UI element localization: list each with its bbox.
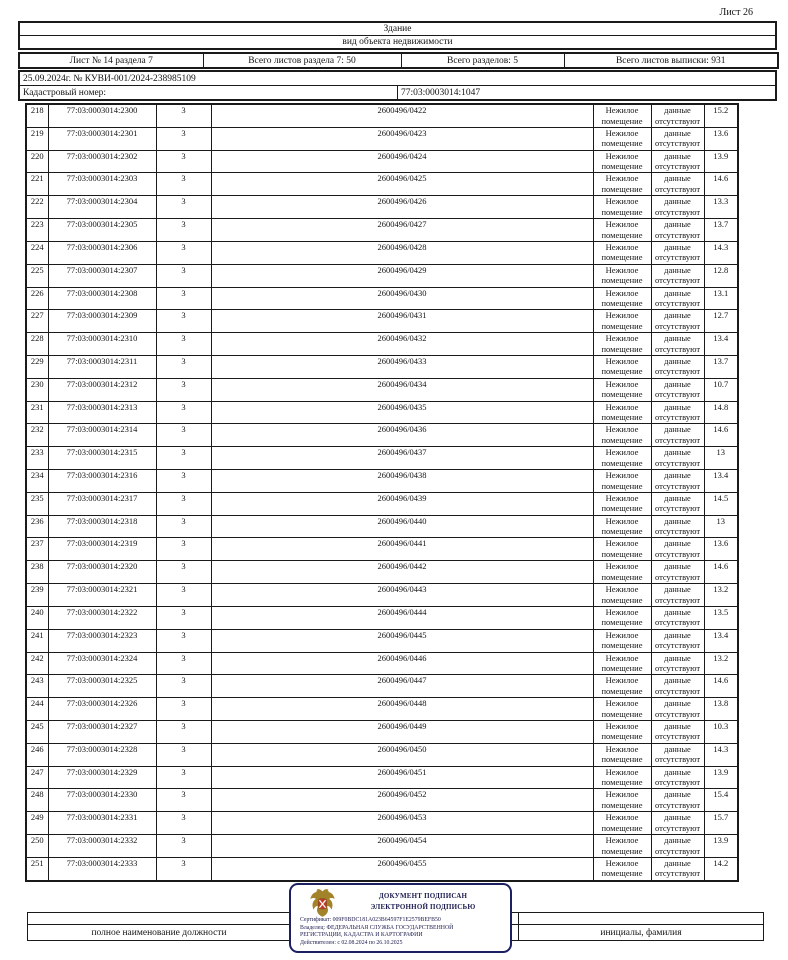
room-number-cell: 2600496/0425 — [211, 173, 593, 196]
floor-cell: 3 — [156, 835, 211, 858]
data-absent-cell: данные отсутствуют — [651, 584, 704, 607]
object-type-value: Здание — [19, 22, 776, 36]
floor-cell: 3 — [156, 698, 211, 721]
row-number-cell: 250 — [26, 835, 48, 858]
records-table — [25, 103, 739, 882]
floor-cell: 3 — [156, 104, 211, 127]
object-kind-cell: Нежилое помещение — [593, 812, 651, 835]
floor-cell: 3 — [156, 789, 211, 812]
object-kind-cell: Нежилое помещение — [593, 401, 651, 424]
area-cell: 13.5 — [704, 606, 738, 629]
data-absent-cell: данные отсутствуют — [651, 219, 704, 242]
data-absent-cell: данные отсутствуют — [651, 173, 704, 196]
table-row — [26, 264, 738, 287]
floor-cell: 3 — [156, 424, 211, 447]
section-info-table — [18, 52, 779, 69]
area-cell: 13 — [704, 515, 738, 538]
floor-cell: 3 — [156, 675, 211, 698]
room-number-cell: 2600496/0451 — [211, 766, 593, 789]
area-cell: 13.9 — [704, 766, 738, 789]
room-number-cell: 2600496/0422 — [211, 104, 593, 127]
rosreestr-emblem-icon — [309, 888, 336, 919]
floor-cell: 3 — [156, 127, 211, 150]
area-cell: 14.8 — [704, 401, 738, 424]
object-kind-cell: Нежилое помещение — [593, 287, 651, 310]
floor-cell: 3 — [156, 447, 211, 470]
area-cell: 13.6 — [704, 538, 738, 561]
table-row — [26, 720, 738, 743]
object-kind-cell: Нежилое помещение — [593, 264, 651, 287]
room-number-cell: 2600496/0443 — [211, 584, 593, 607]
stamp-title-line2: ЭЛЕКТРОННОЙ ПОДПИСЬЮ — [370, 903, 476, 911]
name-label: инициалы, фамилия — [519, 925, 764, 941]
object-kind-cell: Нежилое помещение — [593, 219, 651, 242]
table-row — [26, 766, 738, 789]
row-number-cell: 248 — [26, 789, 48, 812]
row-number-cell: 233 — [26, 447, 48, 470]
object-type-table — [18, 21, 777, 50]
cadastral-number-cell: 77:03:0003014:2313 — [48, 401, 156, 424]
row-number-cell: 222 — [26, 196, 48, 219]
room-number-cell: 2600496/0454 — [211, 835, 593, 858]
room-number-cell: 2600496/0449 — [211, 720, 593, 743]
data-absent-cell: данные отсутствуют — [651, 720, 704, 743]
data-absent-cell: данные отсутствуют — [651, 789, 704, 812]
records-tbody — [26, 104, 738, 881]
room-number-cell: 2600496/0433 — [211, 355, 593, 378]
room-number-cell: 2600496/0432 — [211, 333, 593, 356]
cadastral-number-cell: 77:03:0003014:2319 — [48, 538, 156, 561]
signature-space-right — [519, 913, 764, 925]
stamp-owner-line1: Владелец: ФЕДЕРАЛЬНАЯ СЛУЖБА ГОСУДАРСТВЕННОЙ — [300, 924, 454, 931]
floor-cell: 3 — [156, 333, 211, 356]
room-number-cell: 2600496/0441 — [211, 538, 593, 561]
row-number-cell: 219 — [26, 127, 48, 150]
room-number-cell: 2600496/0447 — [211, 675, 593, 698]
room-number-cell: 2600496/0427 — [211, 219, 593, 242]
floor-cell: 3 — [156, 287, 211, 310]
room-number-cell: 2600496/0437 — [211, 447, 593, 470]
row-number-cell: 230 — [26, 378, 48, 401]
cadastral-number-cell: 77:03:0003014:2324 — [48, 652, 156, 675]
area-cell: 13.9 — [704, 835, 738, 858]
data-absent-cell: данные отсутствуют — [651, 241, 704, 264]
row-number-cell: 245 — [26, 720, 48, 743]
row-number-cell: 244 — [26, 698, 48, 721]
data-absent-cell: данные отсутствуют — [651, 766, 704, 789]
area-cell: 14.6 — [704, 424, 738, 447]
row-number-cell: 225 — [26, 264, 48, 287]
data-absent-cell: данные отсутствуют — [651, 743, 704, 766]
room-number-cell: 2600496/0438 — [211, 470, 593, 493]
data-absent-cell: данные отсутствуют — [651, 333, 704, 356]
floor-cell: 3 — [156, 812, 211, 835]
floor-cell: 3 — [156, 515, 211, 538]
cadastral-number-cell: 77:03:0003014:2333 — [48, 857, 156, 881]
row-number-cell: 246 — [26, 743, 48, 766]
table-row — [26, 310, 738, 333]
stamp-certificate-line: Сертификат: 009F0BDC181A023B64597F1E2579BEFB50 — [300, 917, 441, 923]
floor-cell: 3 — [156, 720, 211, 743]
room-number-cell: 2600496/0424 — [211, 150, 593, 173]
area-cell: 14.5 — [704, 492, 738, 515]
area-cell: 10.3 — [704, 720, 738, 743]
object-kind-cell: Нежилое помещение — [593, 424, 651, 447]
area-cell: 15.2 — [704, 104, 738, 127]
object-kind-cell: Нежилое помещение — [593, 310, 651, 333]
floor-cell: 3 — [156, 492, 211, 515]
cadastral-number-cell: 77:03:0003014:2302 — [48, 150, 156, 173]
floor-cell: 3 — [156, 401, 211, 424]
data-absent-cell: данные отсутствуют — [651, 447, 704, 470]
object-kind-cell: Нежилое помещение — [593, 333, 651, 356]
data-absent-cell: данные отсутствуют — [651, 835, 704, 858]
area-cell: 14.3 — [704, 241, 738, 264]
floor-cell: 3 — [156, 150, 211, 173]
table-row — [26, 584, 738, 607]
table-row — [26, 561, 738, 584]
data-absent-cell: данные отсутствуют — [651, 150, 704, 173]
area-cell: 14.2 — [704, 857, 738, 881]
cadastral-number-cell: 77:03:0003014:2305 — [48, 219, 156, 242]
area-cell: 15.7 — [704, 812, 738, 835]
floor-cell: 3 — [156, 584, 211, 607]
row-number-cell: 224 — [26, 241, 48, 264]
table-row — [26, 652, 738, 675]
area-cell: 13.9 — [704, 150, 738, 173]
data-absent-cell: данные отсутствуют — [651, 652, 704, 675]
row-number-cell: 247 — [26, 766, 48, 789]
object-kind-cell: Нежилое помещение — [593, 606, 651, 629]
table-row — [26, 104, 738, 127]
data-absent-cell: данные отсутствуют — [651, 698, 704, 721]
floor-cell: 3 — [156, 264, 211, 287]
row-number-cell: 236 — [26, 515, 48, 538]
row-number-cell: 234 — [26, 470, 48, 493]
section-sheets-total-cell: Всего листов раздела 7: 50 — [203, 53, 401, 68]
object-kind-cell: Нежилое помещение — [593, 470, 651, 493]
table-row — [26, 447, 738, 470]
table-row — [26, 241, 738, 264]
cadastral-number-cell: 77:03:0003014:2332 — [48, 835, 156, 858]
data-absent-cell: данные отсутствуют — [651, 127, 704, 150]
signature-space-left — [28, 913, 291, 925]
data-absent-cell: данные отсутствуют — [651, 470, 704, 493]
floor-cell: 3 — [156, 766, 211, 789]
row-number-cell: 235 — [26, 492, 48, 515]
floor-cell: 3 — [156, 652, 211, 675]
object-kind-cell: Нежилое помещение — [593, 515, 651, 538]
cadastral-number-cell: 77:03:0003014:2318 — [48, 515, 156, 538]
table-row — [26, 333, 738, 356]
room-number-cell: 2600496/0445 — [211, 629, 593, 652]
row-number-cell: 232 — [26, 424, 48, 447]
cadastral-number-cell: 77:03:0003014:2304 — [48, 196, 156, 219]
table-row — [26, 698, 738, 721]
sections-total-cell: Всего разделов: 5 — [401, 53, 564, 68]
area-cell: 12.7 — [704, 310, 738, 333]
object-kind-cell: Нежилое помещение — [593, 378, 651, 401]
cadastral-number-value: 77:03:0003014:1047 — [398, 86, 777, 101]
room-number-cell: 2600496/0431 — [211, 310, 593, 333]
object-kind-cell: Нежилое помещение — [593, 698, 651, 721]
cadastral-number-cell: 77:03:0003014:2310 — [48, 333, 156, 356]
cadastral-number-cell: 77:03:0003014:2330 — [48, 789, 156, 812]
row-number-cell: 223 — [26, 219, 48, 242]
table-row — [26, 219, 738, 242]
object-kind-cell: Нежилое помещение — [593, 789, 651, 812]
row-number-cell: 251 — [26, 857, 48, 881]
data-absent-cell: данные отсутствуют — [651, 401, 704, 424]
data-absent-cell: данные отсутствуют — [651, 515, 704, 538]
table-row — [26, 835, 738, 858]
room-number-cell: 2600496/0430 — [211, 287, 593, 310]
table-row — [26, 743, 738, 766]
area-cell: 13.3 — [704, 196, 738, 219]
data-absent-cell: данные отсутствуют — [651, 264, 704, 287]
room-number-cell: 2600496/0450 — [211, 743, 593, 766]
cadastral-number-cell: 77:03:0003014:2309 — [48, 310, 156, 333]
table-row — [26, 173, 738, 196]
data-absent-cell: данные отсутствуют — [651, 287, 704, 310]
row-number-cell: 228 — [26, 333, 48, 356]
sheet-of-section-cell: Лист № 14 раздела 7 — [19, 53, 203, 68]
row-number-cell: 227 — [26, 310, 48, 333]
data-absent-cell: данные отсутствуют — [651, 675, 704, 698]
table-row — [26, 401, 738, 424]
room-number-cell: 2600496/0429 — [211, 264, 593, 287]
object-kind-cell: Нежилое помещение — [593, 675, 651, 698]
floor-cell: 3 — [156, 241, 211, 264]
row-number-cell: 220 — [26, 150, 48, 173]
area-cell: 13.7 — [704, 219, 738, 242]
object-kind-cell: Нежилое помещение — [593, 104, 651, 127]
extract-sheets-total-cell: Всего листов выписки: 931 — [564, 53, 778, 68]
area-cell: 13 — [704, 447, 738, 470]
row-number-cell: 241 — [26, 629, 48, 652]
table-row — [26, 629, 738, 652]
table-row — [26, 287, 738, 310]
object-kind-cell: Нежилое помещение — [593, 720, 651, 743]
data-absent-cell: данные отсутствуют — [651, 857, 704, 881]
object-kind-cell: Нежилое помещение — [593, 196, 651, 219]
cadastral-number-cell: 77:03:0003014:2317 — [48, 492, 156, 515]
data-absent-cell: данные отсутствуют — [651, 629, 704, 652]
object-kind-cell: Нежилое помещение — [593, 766, 651, 789]
area-cell: 13.4 — [704, 629, 738, 652]
stamp-owner-line2: РЕГИСТРАЦИИ, КАДАСТРА И КАРТОГРАФИИ — [300, 932, 423, 939]
floor-cell: 3 — [156, 606, 211, 629]
cadastral-number-cell: 77:03:0003014:2314 — [48, 424, 156, 447]
row-number-cell: 242 — [26, 652, 48, 675]
cadastral-number-cell: 77:03:0003014:2322 — [48, 606, 156, 629]
table-row — [26, 355, 738, 378]
cadastral-number-cell: 77:03:0003014:2328 — [48, 743, 156, 766]
table-row — [26, 857, 738, 881]
area-cell: 13.4 — [704, 470, 738, 493]
area-cell: 14.3 — [704, 743, 738, 766]
stamp-title-line1: ДОКУМЕНТ ПОДПИСАН — [378, 892, 468, 900]
area-cell: 13.6 — [704, 127, 738, 150]
room-number-cell: 2600496/0446 — [211, 652, 593, 675]
row-number-cell: 231 — [26, 401, 48, 424]
request-date-number: 25.09.2024г. № КУВИ-001/2024-238985109 — [19, 71, 776, 86]
object-kind-cell: Нежилое помещение — [593, 538, 651, 561]
cadastral-number-label: Кадастровый номер: — [19, 86, 398, 101]
room-number-cell: 2600496/0426 — [211, 196, 593, 219]
signature-stamp — [289, 883, 512, 953]
room-number-cell: 2600496/0442 — [211, 561, 593, 584]
table-row — [26, 470, 738, 493]
data-absent-cell: данные отсутствуют — [651, 561, 704, 584]
object-kind-cell: Нежилое помещение — [593, 150, 651, 173]
table-row — [26, 127, 738, 150]
area-cell: 10.7 — [704, 378, 738, 401]
cadastral-number-cell: 77:03:0003014:2306 — [48, 241, 156, 264]
cadastral-number-cell: 77:03:0003014:2301 — [48, 127, 156, 150]
table-row — [26, 789, 738, 812]
area-cell: 14.6 — [704, 173, 738, 196]
data-absent-cell: данные отсутствуют — [651, 378, 704, 401]
cadastral-number-cell: 77:03:0003014:2323 — [48, 629, 156, 652]
cadastral-number-cell: 77:03:0003014:2331 — [48, 812, 156, 835]
room-number-cell: 2600496/0448 — [211, 698, 593, 721]
table-row — [26, 606, 738, 629]
object-type-caption: вид объекта недвижимости — [19, 36, 776, 50]
row-number-cell: 226 — [26, 287, 48, 310]
floor-cell: 3 — [156, 629, 211, 652]
area-cell: 13.8 — [704, 698, 738, 721]
area-cell: 12.8 — [704, 264, 738, 287]
object-kind-cell: Нежилое помещение — [593, 652, 651, 675]
floor-cell: 3 — [156, 378, 211, 401]
table-row — [26, 150, 738, 173]
row-number-cell: 229 — [26, 355, 48, 378]
table-row — [26, 515, 738, 538]
area-cell: 13.1 — [704, 287, 738, 310]
object-kind-cell: Нежилое помещение — [593, 447, 651, 470]
floor-cell: 3 — [156, 355, 211, 378]
room-number-cell: 2600496/0439 — [211, 492, 593, 515]
object-kind-cell: Нежилое помещение — [593, 857, 651, 881]
room-number-cell: 2600496/0434 — [211, 378, 593, 401]
object-kind-cell: Нежилое помещение — [593, 584, 651, 607]
cadastral-number-cell: 77:03:0003014:2320 — [48, 561, 156, 584]
object-kind-cell: Нежилое помещение — [593, 241, 651, 264]
area-cell: 13.2 — [704, 584, 738, 607]
data-absent-cell: данные отсутствуют — [651, 812, 704, 835]
data-absent-cell: данные отсутствуют — [651, 310, 704, 333]
object-kind-cell: Нежилое помещение — [593, 355, 651, 378]
table-row — [26, 492, 738, 515]
floor-cell: 3 — [156, 538, 211, 561]
row-number-cell: 249 — [26, 812, 48, 835]
room-number-cell: 2600496/0444 — [211, 606, 593, 629]
object-kind-cell: Нежилое помещение — [593, 835, 651, 858]
data-absent-cell: данные отсутствуют — [651, 424, 704, 447]
room-number-cell: 2600496/0455 — [211, 857, 593, 881]
cadastral-number-cell: 77:03:0003014:2300 — [48, 104, 156, 127]
object-kind-cell: Нежилое помещение — [593, 743, 651, 766]
table-row — [26, 675, 738, 698]
row-number-cell: 243 — [26, 675, 48, 698]
cadastral-number-cell: 77:03:0003014:2308 — [48, 287, 156, 310]
cadastral-number-cell: 77:03:0003014:2327 — [48, 720, 156, 743]
data-absent-cell: данные отсутствуют — [651, 355, 704, 378]
cadastral-number-cell: 77:03:0003014:2326 — [48, 698, 156, 721]
data-absent-cell: данные отсутствуют — [651, 606, 704, 629]
area-cell: 13.2 — [704, 652, 738, 675]
row-number-cell: 238 — [26, 561, 48, 584]
object-kind-cell: Нежилое помещение — [593, 629, 651, 652]
floor-cell: 3 — [156, 561, 211, 584]
data-absent-cell: данные отсутствуют — [651, 104, 704, 127]
cadastral-number-cell: 77:03:0003014:2321 — [48, 584, 156, 607]
request-info-table — [18, 70, 777, 101]
object-kind-cell: Нежилое помещение — [593, 127, 651, 150]
floor-cell: 3 — [156, 219, 211, 242]
area-cell: 14.6 — [704, 561, 738, 584]
table-row — [26, 812, 738, 835]
cadastral-number-cell: 77:03:0003014:2329 — [48, 766, 156, 789]
table-row — [26, 538, 738, 561]
row-number-cell: 218 — [26, 104, 48, 127]
cadastral-number-cell: 77:03:0003014:2315 — [48, 447, 156, 470]
room-number-cell: 2600496/0435 — [211, 401, 593, 424]
row-number-cell: 237 — [26, 538, 48, 561]
row-number-cell: 221 — [26, 173, 48, 196]
room-number-cell: 2600496/0452 — [211, 789, 593, 812]
area-cell: 14.6 — [704, 675, 738, 698]
area-cell: 13.4 — [704, 333, 738, 356]
object-kind-cell: Нежилое помещение — [593, 173, 651, 196]
room-number-cell: 2600496/0428 — [211, 241, 593, 264]
floor-cell: 3 — [156, 173, 211, 196]
floor-cell: 3 — [156, 196, 211, 219]
cadastral-number-cell: 77:03:0003014:2312 — [48, 378, 156, 401]
floor-cell: 3 — [156, 743, 211, 766]
position-label: полное наименование должности — [28, 925, 291, 941]
room-number-cell: 2600496/0440 — [211, 515, 593, 538]
table-row — [26, 424, 738, 447]
room-number-cell: 2600496/0423 — [211, 127, 593, 150]
object-kind-cell: Нежилое помещение — [593, 492, 651, 515]
floor-cell: 3 — [156, 470, 211, 493]
cadastral-number-cell: 77:03:0003014:2303 — [48, 173, 156, 196]
sheet-number: Лист 26 — [719, 7, 753, 18]
cadastral-number-cell: 77:03:0003014:2307 — [48, 264, 156, 287]
floor-cell: 3 — [156, 310, 211, 333]
room-number-cell: 2600496/0453 — [211, 812, 593, 835]
floor-cell: 3 — [156, 857, 211, 881]
area-cell: 13.7 — [704, 355, 738, 378]
table-row — [26, 378, 738, 401]
table-row — [26, 196, 738, 219]
data-absent-cell: данные отсутствуют — [651, 196, 704, 219]
row-number-cell: 240 — [26, 606, 48, 629]
cadastral-number-cell: 77:03:0003014:2311 — [48, 355, 156, 378]
cadastral-number-cell: 77:03:0003014:2316 — [48, 470, 156, 493]
data-absent-cell: данные отсутствуют — [651, 492, 704, 515]
cadastral-number-cell: 77:03:0003014:2325 — [48, 675, 156, 698]
data-absent-cell: данные отсутствуют — [651, 538, 704, 561]
row-number-cell: 239 — [26, 584, 48, 607]
stamp-validity-line: Действителен: с 02.08.2024 по 26.10.2025 — [300, 939, 403, 946]
room-number-cell: 2600496/0436 — [211, 424, 593, 447]
object-kind-cell: Нежилое помещение — [593, 561, 651, 584]
area-cell: 15.4 — [704, 789, 738, 812]
